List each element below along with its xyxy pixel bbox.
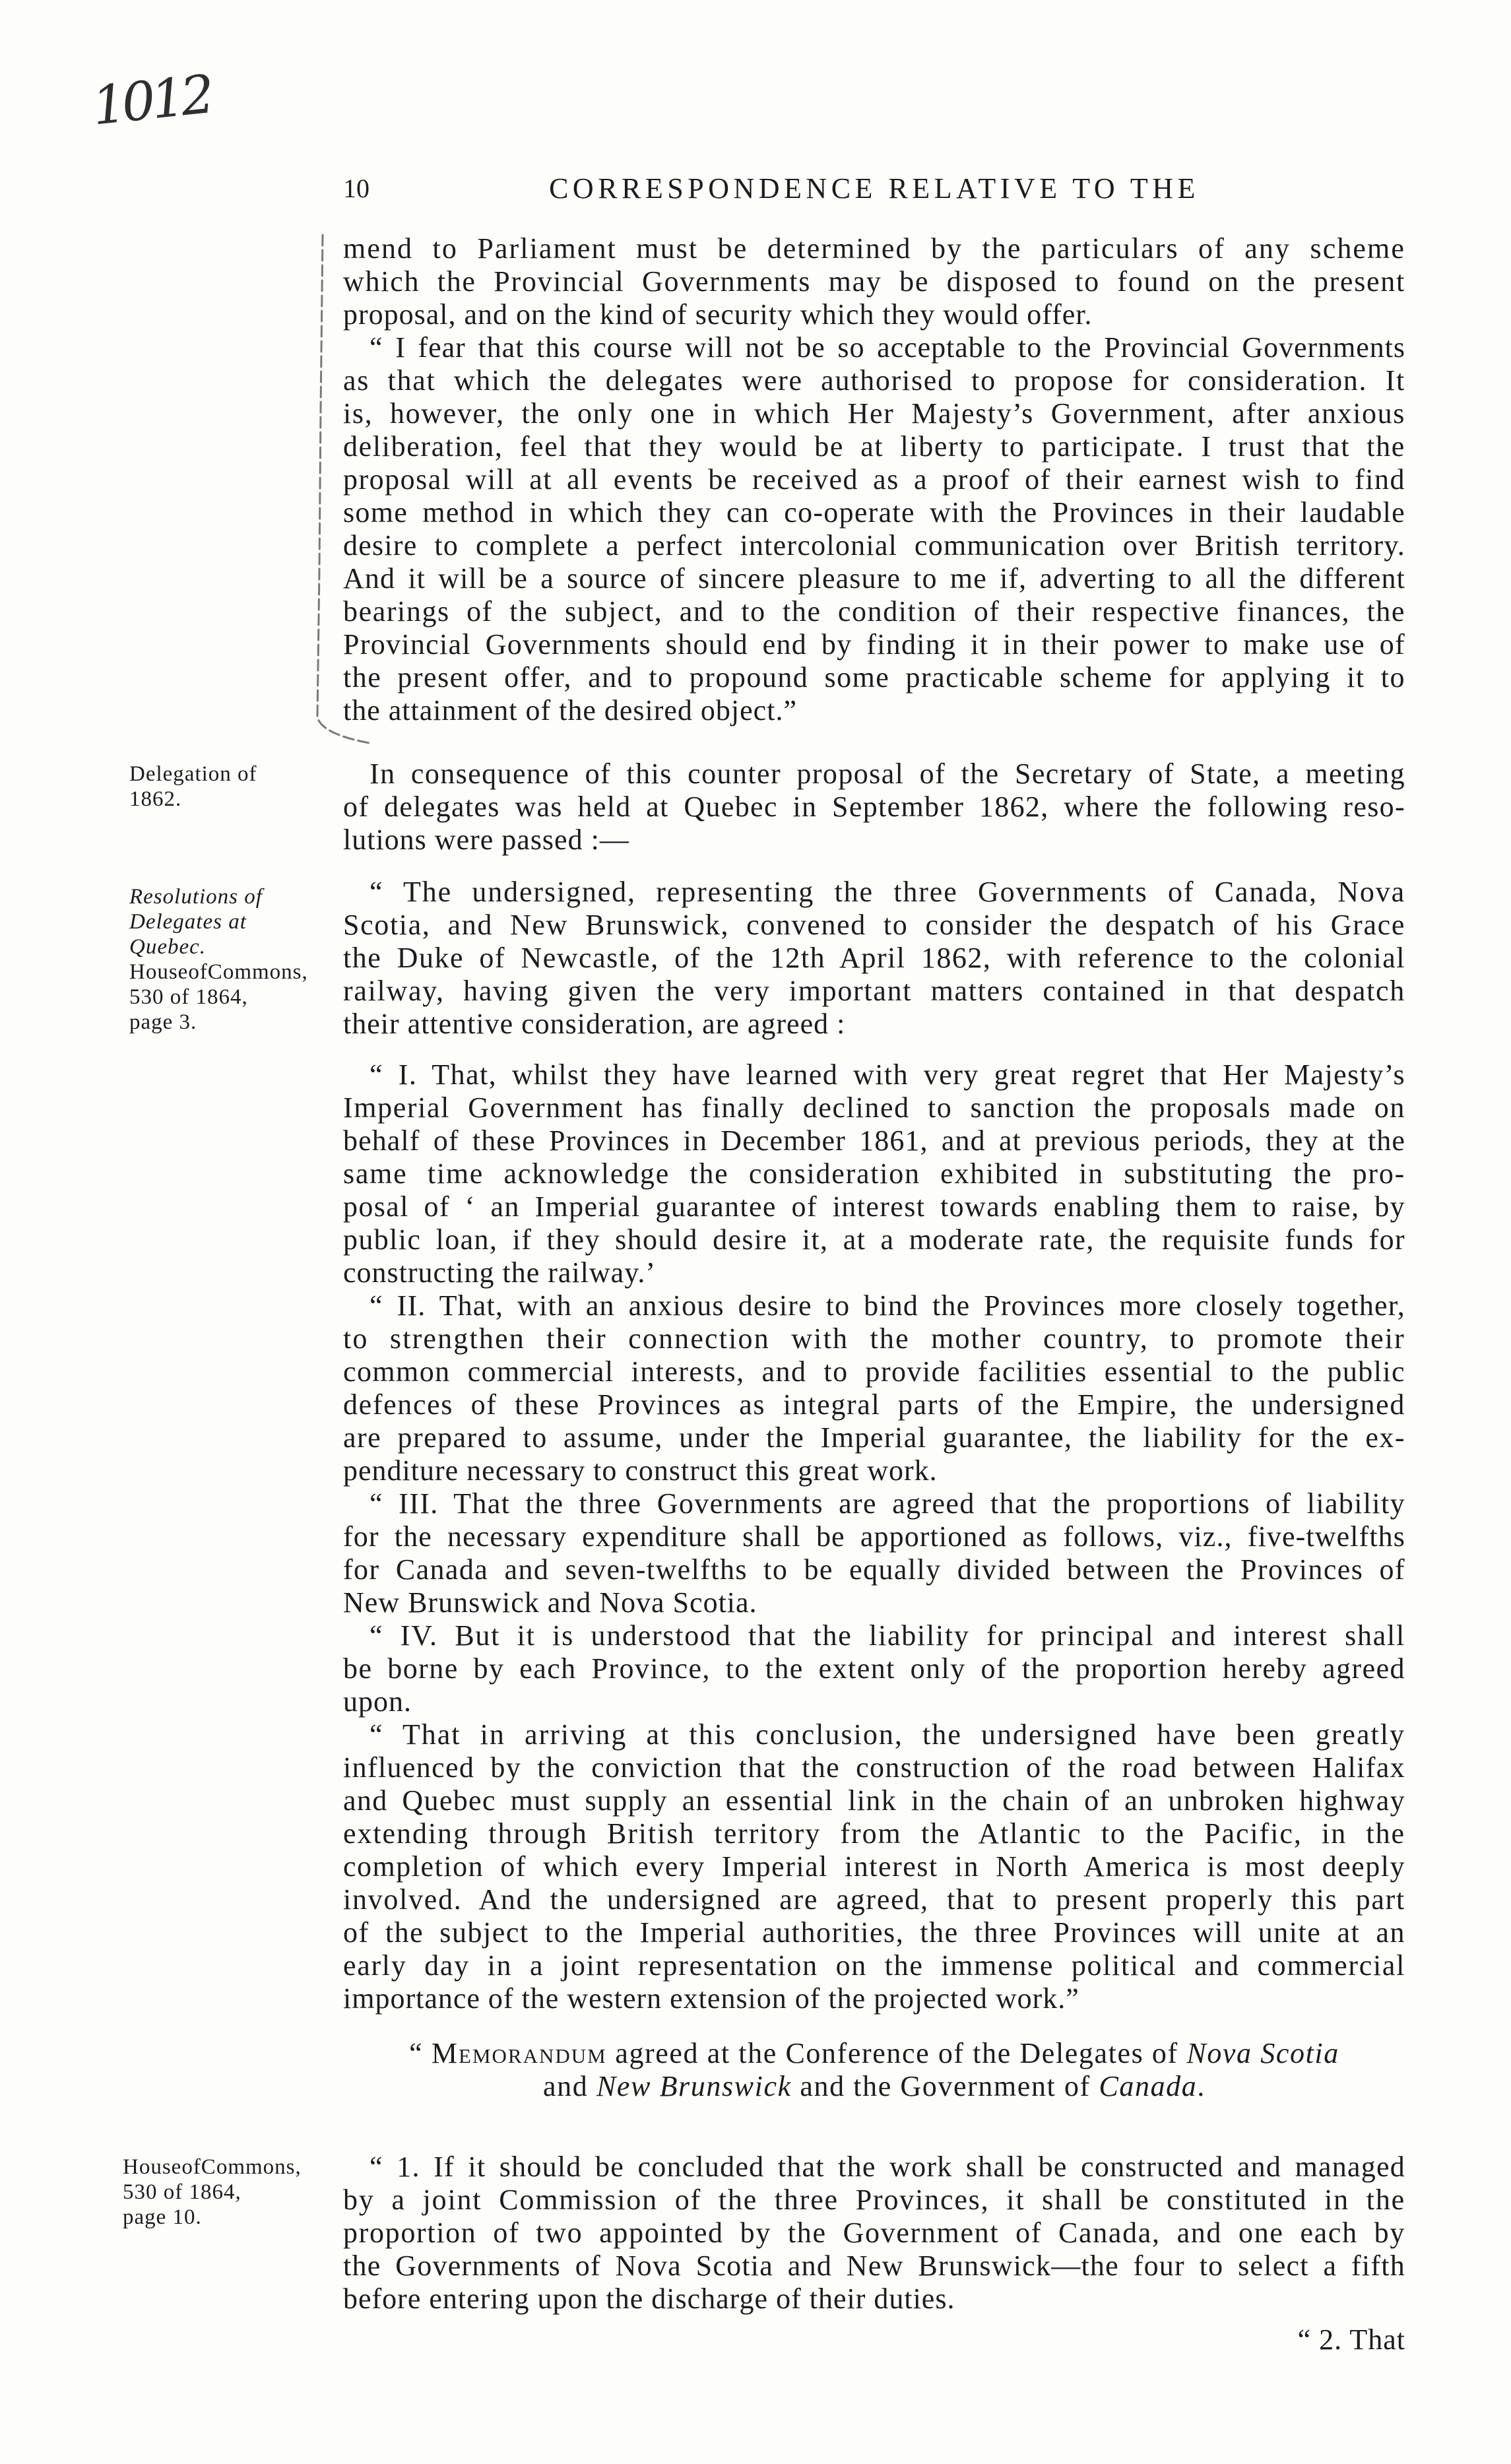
paragraph-secretary-quote — [343, 331, 1405, 727]
text-line — [343, 1190, 1405, 1223]
margin-note-line: HouseofCommons, — [129, 960, 308, 984]
text-line — [343, 1487, 1405, 1520]
text-line — [343, 1751, 1405, 1784]
text-line-content: posal of ‘ an Imperial guarantee of interest towards enabling them to raise, by — [343, 1190, 1405, 1223]
text-line — [343, 595, 1405, 628]
text-line — [343, 1553, 1405, 1586]
text-line — [343, 758, 1405, 791]
text-line-content: importance of the western extension of the projected work.” — [343, 1982, 1079, 2015]
text-line — [343, 430, 1405, 463]
margin-note-line: Resolutions of — [129, 885, 263, 909]
memorandum-heading — [343, 2037, 1405, 2103]
text-line-content: for the necessary expenditure shall be apportioned as follows, viz., five-twelfths — [343, 1520, 1405, 1553]
text-line-content: deliberation, feel that they would be at liberty to participate. I trust that the — [343, 430, 1405, 463]
text-line — [343, 1289, 1405, 1322]
text-line-content: some method in which they can co-operate with the Provinces in their laudable — [343, 496, 1405, 529]
paragraph-quebec-meeting — [343, 758, 1405, 857]
memorandum-clause-1 — [343, 2151, 1405, 2316]
margin-note-line: Delegation of — [129, 762, 257, 786]
text-line — [343, 942, 1405, 975]
text-line-content: the Governments of Nova Scotia and New Brunswick—the four to select a fifth — [343, 2250, 1405, 2282]
text-line — [343, 2070, 1405, 2103]
text-line — [343, 364, 1405, 397]
text-line — [343, 1685, 1405, 1718]
text-line-content: proposal will at all events be received as a proof of their earnest wish to find — [343, 463, 1405, 496]
text-line — [343, 2323, 1405, 2356]
margin-note-line: 530 of 1864, — [123, 2180, 241, 2204]
text-line — [343, 661, 1405, 694]
text-line-content: of delegates was held at Quebec in September 1862, where the following reso- — [343, 791, 1405, 823]
text-line-content: early day in a joint representation on the immense political and commercial — [343, 1949, 1405, 1982]
text-line-content: In consequence of this counter proposal of the Secretary of State, a meeting — [370, 758, 1405, 790]
text-line — [343, 1008, 1405, 1041]
heading-text: and — [543, 2070, 589, 2102]
text-line — [343, 694, 1405, 727]
text-line — [343, 1949, 1405, 1982]
heading-nova-scotia: Nova Scotia — [1186, 2037, 1339, 2069]
text-line — [343, 1652, 1405, 1685]
resolution-i — [343, 1058, 1405, 1289]
text-line-content: as that which the delegates were authorised to propose for consideration. It — [343, 364, 1405, 397]
text-line — [343, 1091, 1405, 1124]
text-line-content — [409, 2037, 1339, 2070]
margin-note-line: Quebec. — [129, 935, 207, 959]
text-line — [343, 1520, 1405, 1553]
text-line-content: behalf of these Provinces in December 1861, and at previous periods, they at the — [343, 1124, 1405, 1157]
margin-note-line: 530 of 1864, — [129, 985, 248, 1009]
text-line — [343, 1256, 1405, 1289]
text-line — [343, 397, 1405, 430]
text-line — [343, 1454, 1405, 1487]
heading-text: and the Government of — [800, 2070, 1091, 2102]
heading-new-brunswick: New Brunswick — [596, 2070, 792, 2102]
text-line-content: railway, having given the very important matters contained in that despatch — [343, 975, 1405, 1007]
text-line — [343, 791, 1405, 824]
text-line — [343, 1982, 1405, 2015]
text-line-content: completion of which every Imperial interest in North America is most deeply — [343, 1850, 1405, 1883]
text-line — [343, 2184, 1405, 2217]
text-line — [343, 909, 1405, 942]
text-line-content: “ That in arriving at this conclusion, the undersigned have been greatly — [370, 1718, 1405, 1751]
text-line-content: before entering upon the discharge of their duties. — [343, 2283, 955, 2315]
heading-text: agreed at the Conference of the Delegates of — [615, 2037, 1178, 2069]
text-line-content: their attentive consideration, are agreed : — [343, 1008, 846, 1040]
text-line — [343, 876, 1405, 909]
text-line-content: is, however, the only one in which Her Majesty’s Government, after anxious — [343, 397, 1405, 430]
text-line — [343, 529, 1405, 562]
heading-canada: Canada — [1099, 2070, 1198, 2102]
text-line-content: “ III. That the three Governments are agreed that the proportions of liability — [370, 1487, 1405, 1520]
paragraph-resolutions-preamble — [343, 876, 1405, 1041]
text-line-content: influenced by the conviction that the construction of the road between Halifax — [343, 1751, 1405, 1784]
catchword — [343, 2323, 1405, 2356]
resolution-conclusion — [343, 1718, 1405, 2015]
open-quote: “ — [409, 2037, 424, 2069]
text-line — [343, 1784, 1405, 1817]
text-line-content: proportion of two appointed by the Government of Canada, and one each by — [343, 2217, 1405, 2249]
margin-note-line: page 3. — [129, 1010, 197, 1034]
margin-note-resolutions — [129, 884, 339, 1035]
text-line-content: involved. And the undersigned are agreed, that to present properly this part — [343, 1883, 1405, 1916]
text-line — [343, 1619, 1405, 1652]
text-line — [343, 562, 1405, 595]
text-line-content: bearings of the subject, and to the condition of their respective finances, the — [343, 595, 1405, 628]
text-line-content: “ IV. But it is understood that the liability for principal and interest shall — [370, 1619, 1405, 1652]
margin-note-line: Delegates at — [129, 910, 247, 934]
heading-text: . — [1197, 2070, 1206, 2102]
text-line-content: constructing the railway.’ — [343, 1256, 656, 1289]
text-line-content: upon. — [343, 1685, 412, 1718]
text-line-content: which the Provincial Governments may be disposed to found on the present — [343, 265, 1405, 298]
text-line-content: lutions were passed :— — [343, 824, 629, 856]
text-line-content: same time acknowledge the consideration exhibited in substituting the pro- — [343, 1157, 1405, 1190]
text-line — [343, 1817, 1405, 1850]
text-line — [343, 2037, 1405, 2070]
text-line-content: “ I. That, whilst they have learned with very great regret that Her Majesty’s — [370, 1058, 1405, 1091]
resolutions — [343, 1058, 1405, 2015]
text-line-content: Imperial Government has finally declined to sanction the proposals made on — [343, 1091, 1405, 1124]
text-line — [343, 1388, 1405, 1421]
margin-note-resolutions-title — [129, 884, 339, 959]
text-line-content: Provincial Governments should end by finding it in their power to make use of — [343, 628, 1405, 661]
text-line — [343, 1058, 1405, 1091]
text-line — [343, 1718, 1405, 1751]
text-line — [343, 1322, 1405, 1355]
margin-note-line: 1862. — [129, 787, 182, 811]
margin-note-memorandum-reference — [123, 2155, 333, 2230]
memorandum-title: Memorandum — [431, 2037, 607, 2069]
text-line — [343, 1124, 1405, 1157]
text-line-content: “ I fear that this course will not be so acceptable to the Provincial Governments — [370, 331, 1405, 364]
paragraph-continuation — [343, 232, 1405, 331]
text-line-content: and Quebec must supply an essential link in the chain of an unbroken highway — [343, 1784, 1405, 1817]
resolution-iv — [343, 1619, 1405, 1718]
text-line-content: proposal, and on the kind of security which they would offer. — [343, 298, 1093, 331]
text-line-content: the Duke of Newcastle, of the 12th April 1862, with reference to the colonial — [343, 942, 1405, 974]
text-line-content: to strengthen their connection with the mother country, to promote their — [343, 1322, 1405, 1355]
text-line-content: be borne by each Province, to the extent only of the proportion hereby agreed — [343, 1652, 1405, 1685]
page-number: 10 — [343, 174, 370, 203]
text-line-content: of the subject to the Imperial authorities, the three Provinces will unite at an — [343, 1916, 1405, 1949]
text-line — [343, 2250, 1405, 2283]
text-line — [343, 2151, 1405, 2184]
margin-note-line: page 10. — [123, 2205, 202, 2229]
text-line-content: common commercial interests, and to provide facilities essential to the public — [343, 1355, 1405, 1388]
text-line-content: “ II. That, with an anxious desire to bind the Provinces more closely together, — [370, 1289, 1405, 1322]
text-line — [343, 2283, 1405, 2316]
text-line-content: New Brunswick and Nova Scotia. — [343, 1586, 757, 1619]
text-line-content: mend to Parliament must be determined by the particulars of any scheme — [343, 232, 1405, 265]
text-line — [343, 463, 1405, 496]
text-line-content: Scotia, and New Brunswick, convened to consider the despatch of his Grace — [343, 909, 1405, 941]
text-line-content: for Canada and seven-twelfths to be equally divided between the Provinces of — [343, 1553, 1405, 1586]
text-line-content: penditure necessary to construct this great work. — [343, 1454, 938, 1487]
text-line — [343, 265, 1405, 298]
text-line-content: the attainment of the desired object.” — [343, 694, 797, 727]
text-line — [343, 2217, 1405, 2250]
text-line — [343, 1223, 1405, 1256]
text-line-content: public loan, if they should desire it, at a moderate rate, the requisite funds for — [343, 1223, 1405, 1256]
text-line-content: desire to complete a perfect intercolonial communication over British territory. — [343, 529, 1405, 562]
text-line — [343, 824, 1405, 857]
catchword-text: “ 2. That — [1297, 2323, 1405, 2356]
text-line — [343, 1883, 1405, 1916]
text-line-content: are prepared to assume, under the Imperial guarantee, the liability for the ex- — [343, 1421, 1405, 1454]
text-line-content: “ The undersigned, representing the three Governments of Canada, Nova — [370, 876, 1405, 908]
text-line — [343, 1916, 1405, 1949]
despatch-extract — [343, 232, 1405, 727]
text-line — [343, 1355, 1405, 1388]
resolution-iii — [343, 1487, 1405, 1619]
text-line — [343, 1586, 1405, 1619]
text-line — [343, 331, 1405, 364]
handwritten-page-annotation: 1012 — [89, 63, 214, 137]
text-line-content: defences of these Provinces as integral parts of the Empire, the undersigned — [343, 1388, 1405, 1421]
text-line — [343, 628, 1405, 661]
text-line-content: And it will be a source of sincere pleasure to me if, adverting to all the different — [343, 562, 1405, 595]
text-line-content: extending through British territory from the Atlantic to the Pacific, in the — [343, 1817, 1405, 1850]
text-line — [343, 298, 1405, 331]
running-title: CORRESPONDENCE RELATIVE TO THE — [549, 172, 1200, 205]
text-line-content: “ 1. If it should be concluded that the work shall be constructed and managed — [370, 2151, 1405, 2183]
text-line — [343, 1850, 1405, 1883]
margin-note-line: HouseofCommons, — [123, 2155, 302, 2179]
text-line-content — [543, 2070, 1206, 2103]
margin-note-delegation — [129, 762, 339, 812]
resolution-ii — [343, 1289, 1405, 1487]
text-line — [343, 232, 1405, 265]
text-line — [343, 496, 1405, 529]
text-line — [343, 1421, 1405, 1454]
text-line-content: by a joint Commission of the three Provinces, it shall be constituted in the — [343, 2184, 1405, 2216]
text-line — [343, 975, 1405, 1008]
text-line-content: the present offer, and to propound some practicable scheme for applying it to — [343, 661, 1405, 694]
margin-note-resolutions-reference — [129, 959, 339, 1035]
text-line — [343, 1157, 1405, 1190]
